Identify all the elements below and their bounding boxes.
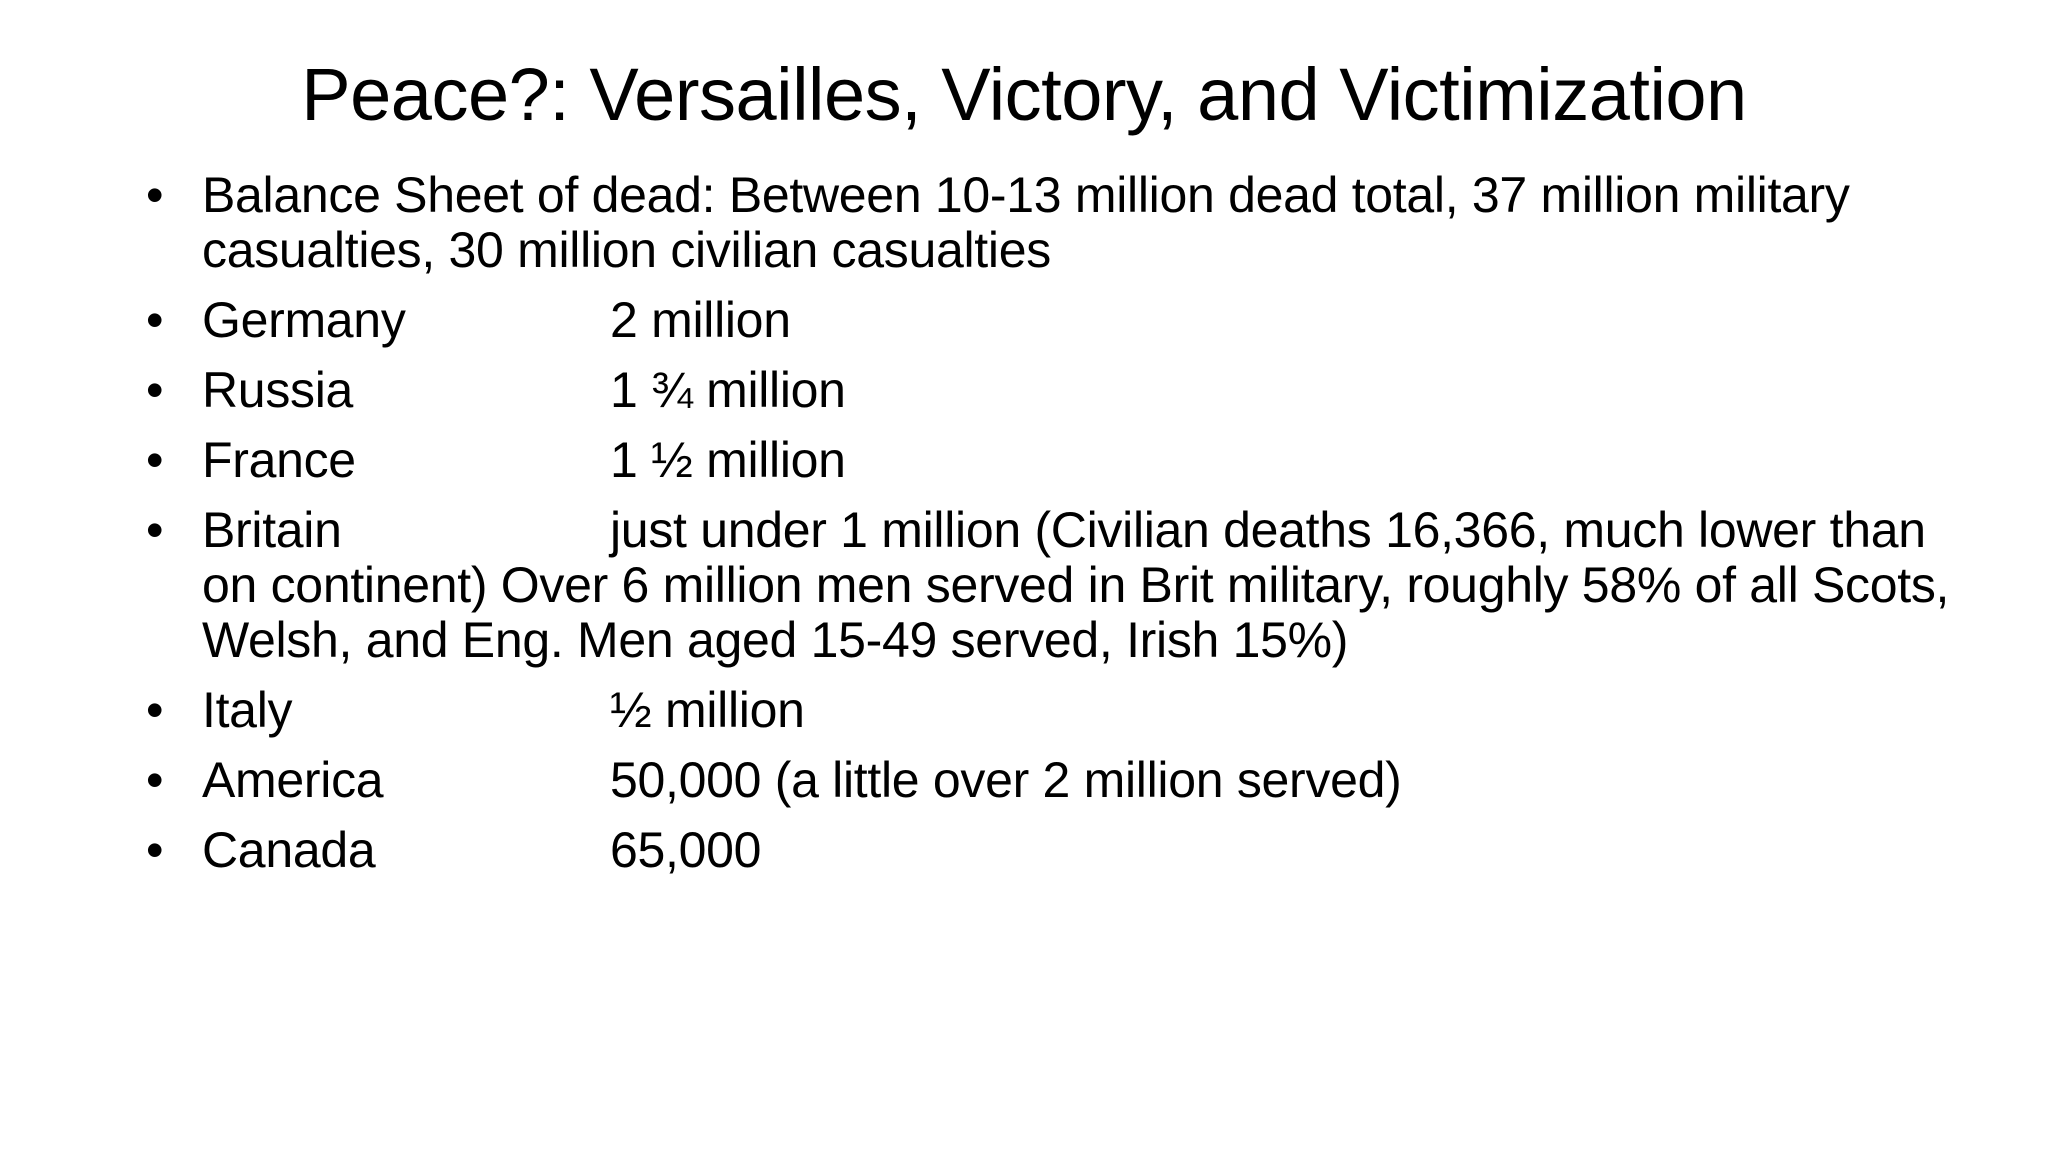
- bullet-icon: •: [146, 432, 164, 488]
- bullet-icon: •: [146, 167, 164, 223]
- bullet-icon: •: [146, 752, 164, 808]
- bullet-icon: •: [146, 362, 164, 418]
- death-count: ½ million: [610, 682, 805, 738]
- bullet-item-intro: [140, 168, 1960, 278]
- country-name: Canada: [202, 822, 376, 878]
- bullet-list: [140, 168, 1960, 893]
- death-count: 65,000: [610, 822, 762, 878]
- country-name: Italy: [202, 682, 293, 738]
- country-name: America: [202, 752, 384, 808]
- death-count: 2 million: [610, 292, 791, 348]
- country-name: Russia: [202, 362, 354, 418]
- death-count: 1 ¾ million: [610, 362, 846, 418]
- bullet-icon: •: [146, 502, 164, 558]
- death-count: 1 ½ million: [610, 432, 846, 488]
- death-count: just under 1 million (Civilian deaths 16,366, much lower than on continent) Over 6 million men served in Brit military, roughly 58% of all Scots, Welsh, and Eng. Men aged 15-49 served, Irish 15%): [202, 502, 1950, 668]
- death-count: 50,000 (a little over 2 million served): [610, 752, 1402, 808]
- bullet-item-france: [140, 433, 1960, 488]
- bullet-item-italy: [140, 683, 1960, 738]
- country-name: Germany: [202, 292, 406, 348]
- bullet-item-britain: [140, 503, 1960, 668]
- bullet-icon: •: [146, 292, 164, 348]
- bullet-item-canada: [140, 823, 1960, 878]
- bullet-text: Balance Sheet of dead: Between 10-13 million dead total, 37 million military casualties, 30 million civilian casualties: [202, 167, 1850, 278]
- slide-title: Peace?: Versailles, Victory, and Victimization: [301, 53, 1747, 136]
- bullet-icon: •: [146, 682, 164, 738]
- bullet-item-america: [140, 753, 1960, 808]
- country-name: Britain: [202, 502, 342, 558]
- bullet-icon: •: [146, 822, 164, 878]
- bullet-item-germany: [140, 293, 1960, 348]
- country-name: France: [202, 432, 356, 488]
- bullet-item-russia: [140, 363, 1960, 418]
